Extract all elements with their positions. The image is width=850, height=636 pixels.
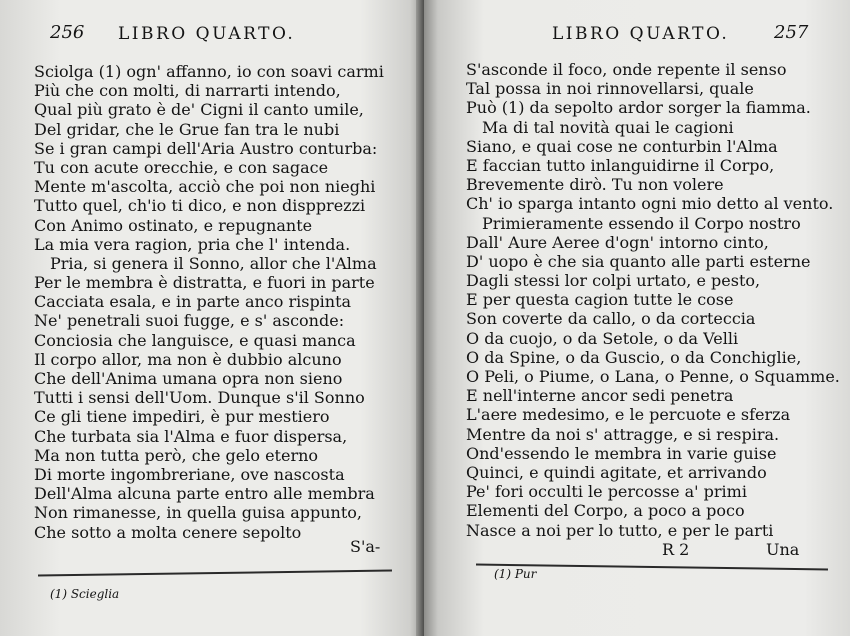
verse-line: S'asconde il foco, onde repente il senso (466, 60, 787, 79)
verse-line: Con Animo ostinato, e repugnante (34, 215, 313, 235)
verse-line: Se i gran campi dell'Aria Austro conturba: (34, 138, 378, 158)
verse-line: Tu con acute orecchie, e con sagace (34, 157, 329, 177)
verse-line: Tutto quel, ch'io ti dico, e non dispprezzi (34, 196, 366, 216)
footnote: (1) Scieglia (50, 587, 120, 601)
verse-line: E nell'interne ancor sedi penetra (466, 386, 734, 406)
verse-lines (466, 60, 840, 540)
page-number: 257 (774, 22, 809, 43)
footnote: (1) Pur (494, 567, 537, 581)
verse-line: Siano, e quai cose ne conturbin l'Alma (466, 136, 778, 156)
verse-line: E faccian tutto inlanguidirne il Corpo, (466, 155, 775, 175)
verse-line: Dell'Alma alcuna parte entro alle membra (34, 484, 375, 504)
running-head: LIBRO QUARTO. (552, 24, 730, 44)
left-page (0, 0, 424, 636)
verse-line: Ce gli tiene impediri, è pur mestiero (34, 407, 330, 427)
verse-line: Brevemente dirò. Tu non volere (466, 175, 724, 195)
verse-line: Dall' Aure Aeree d'ogn' intorno cinto, (466, 232, 769, 252)
verse-line: Che sotto a molta cenere sepolto (34, 522, 302, 542)
verse-line: Nasce a noi per lo tutto, e per le parti (466, 520, 774, 540)
verse-line: Ch' io sparga intanto ogni mio detto al vento. (466, 194, 834, 214)
verse-line: O da Spine, o da Guscio, o da Conchiglie, (466, 347, 802, 367)
right-page (424, 0, 850, 636)
verse-line: Che dell'Anima umana opra non sieno (34, 369, 343, 388)
verse-line: O Peli, o Piume, o Lana, o Penne, o Squamme. (466, 367, 840, 386)
verse-line: Qual più grato è de' Cigni il canto umile, (34, 100, 364, 120)
verse-line: Elementi del Corpo, a poco a poco (466, 501, 745, 521)
verse-line: Ma non tutta però, che gelo eterno (34, 445, 319, 465)
verse-line: Che turbata sia l'Alma e fuor dispersa, (34, 426, 348, 446)
verse-line: Ma di tal novità quai le cagioni (482, 117, 734, 137)
verse-line: Del gridar, che le Grue fan tra le nubi (34, 119, 340, 139)
verse-line: D' uopo è che sia quanto alle parti esterne (466, 251, 811, 271)
catchword: Una (766, 540, 800, 559)
verse-line: Ond'essendo le membra in varie guise (466, 443, 777, 463)
footnote-rule (38, 570, 392, 577)
verse-lines (34, 62, 384, 542)
page-number: 256 (50, 22, 85, 43)
verse-line: O da cuojo, o da Setole, o da Velli (466, 328, 739, 348)
verse-line: L'aere medesimo, e le percuote e sferza (466, 405, 791, 425)
verse-line: Cacciata esala, e in parte anco rispinta (34, 292, 352, 312)
verse-line: Primieramente essendo il Corpo nostro (482, 213, 801, 233)
verse-line: Mente m'ascolta, acciò che poi non nieghi (34, 177, 376, 197)
verse-line: Sciolga (1) ogn' affanno, io con soavi carmi (34, 62, 384, 81)
verse-line: Pria, si genera il Sonno, allor che l'Alma (50, 253, 377, 273)
verse-line: Mentre da noi s' attragge, e si respira. (466, 424, 780, 444)
verse-line: Non rimanesse, in quella guisa appunto, (34, 503, 362, 523)
running-head: LIBRO QUARTO. (118, 24, 296, 44)
signature-mark: R 2 (662, 540, 690, 559)
verse-line: Tutti i sensi dell'Uom. Dunque s'il Sonno (34, 388, 365, 408)
verse-line: Tal possa in noi rinnovellarsi, quale (466, 79, 754, 99)
catchword: S'a- (350, 537, 381, 556)
verse-line: La mia vera ragion, pria che l' intenda. (34, 234, 351, 254)
verse-line: Quinci, e quindi agitate, et arrivando (466, 462, 767, 482)
verse-line: Il corpo allor, ma non è dubbio alcuno (34, 349, 342, 369)
verse-line: Per le membra è distratta, e fuori in parte (34, 273, 375, 293)
verse-line: Di morte ingombreriane, ove nascosta (34, 464, 345, 484)
verse-line: E per questa cagion tutte le cose (466, 290, 734, 310)
verse-line: Pe' fori occulti le percosse a' primi (466, 482, 747, 502)
verse-line: Più che con molti, di narrarti intendo, (34, 81, 341, 101)
verse-line: Conciosia che languisce, e quasi manca (34, 330, 356, 350)
verse-line: Dagli stessi lor colpi urtato, e pesto, (466, 271, 761, 291)
verse-line: Son coverte da callo, o da corteccia (466, 309, 756, 329)
verse-line: Ne' penetrali suoi fugge, e s' asconde: (34, 311, 345, 331)
verse-line: Può (1) da sepolto ardor sorger la fiamma. (466, 98, 811, 118)
